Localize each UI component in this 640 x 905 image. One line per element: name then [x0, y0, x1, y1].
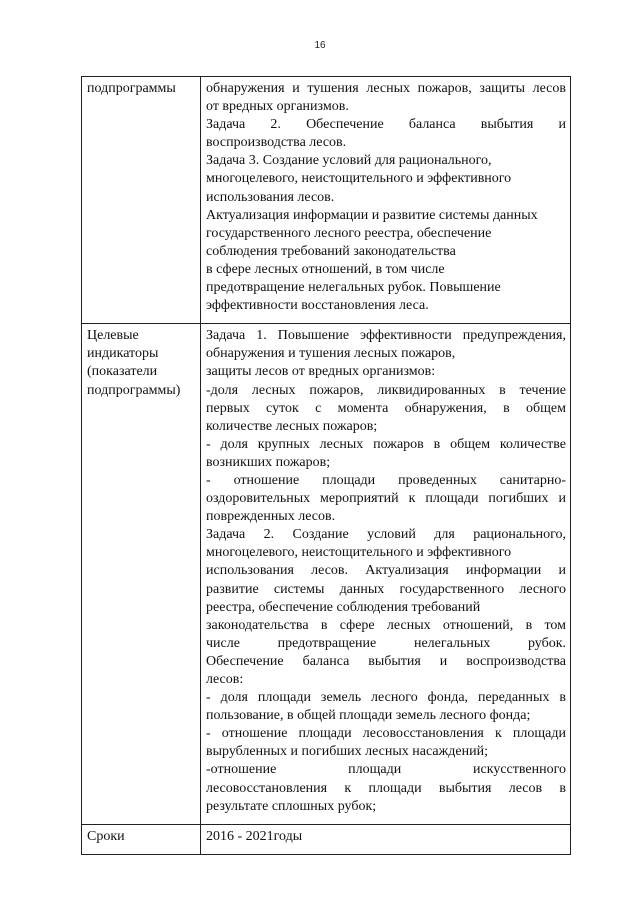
content-line: Актуализация информации и развитие системы данных [206, 207, 538, 223]
content-line: количестве лесных пожаров; [206, 418, 378, 434]
row-label-line: (показатели [87, 364, 158, 380]
content-line: использования лесов. [206, 189, 335, 205]
content-line: обнаружения и тушения лесных пожаров, [206, 346, 456, 362]
row-label-cell [82, 824, 201, 854]
content-line: - доля крупных лесных пожаров в общем количестве [206, 436, 566, 452]
content-line: обнаружения и тушения лесных пожаров, защиты лесов [206, 81, 566, 96]
table-row [82, 824, 571, 854]
page-number: 16 [314, 40, 326, 51]
content-line: возникших пожаров; [206, 454, 331, 470]
content-line: пользование, в общей площади земель лесного фонда; [206, 708, 531, 724]
content-line: числе предотвращение нелегальных рубок. [206, 635, 566, 651]
table-row [82, 324, 571, 825]
content-line: Обеспечение баланса выбытия и воспроизводства [206, 653, 566, 669]
program-table [81, 76, 571, 855]
content-line: воспроизводства лесов. [206, 135, 347, 151]
content-line: Задача 3. Создание условий для рационального, [206, 153, 492, 169]
content-line: лесов: [206, 672, 244, 687]
content-line: от вредных организмов. [206, 99, 349, 115]
row-label-line: подпрограммы [87, 81, 176, 96]
content-line: результате сплошных рубок; [206, 798, 377, 814]
row-content-cell [201, 77, 571, 324]
content-line: предотвращение нелегальных рубок. Повышение [206, 280, 501, 296]
content-line: оздоровительных мероприятий к площади погибших и [206, 491, 566, 507]
row-content-cell [201, 324, 571, 825]
table-row [82, 77, 571, 324]
content-line: многоцелевого, неистощительного и эффективного [206, 545, 512, 561]
content-line: первых суток с момента обнаружения, в общем [206, 400, 566, 416]
row-label-line: подпрограммы) [87, 382, 181, 398]
row-label-line: Сроки [87, 828, 125, 844]
content-line: поврежденных лесов. [206, 509, 336, 525]
content-line: эффективности восстановления леса. [206, 298, 429, 314]
content-line: государственного лесного реестра, обеспечение [206, 225, 492, 241]
content-line: многоцелевого, неистощительного и эффективного [206, 171, 512, 187]
content-line: вырубленных и погибших лесных насаждений; [206, 744, 488, 760]
content-line: соблюдения требований законодательства [206, 243, 456, 259]
content-line: использования лесов. Актуализация информации и [206, 563, 566, 579]
content-line: защиты лесов от вредных организмов: [206, 364, 436, 380]
content-line: Задача 2. Создание условий для рационального, [206, 527, 566, 543]
content-line: -доля лесных пожаров, ликвидированных в течение [206, 382, 566, 398]
content-line: лесовосстановления к площади выбытия лесов в [206, 780, 566, 796]
row-label-cell [82, 77, 201, 324]
row-label-line: индикаторы [87, 346, 159, 362]
content-line: реестра, обеспечение соблюдения требований [206, 599, 481, 615]
content-line: Задача 2. Обеспечение баланса выбытия и [206, 117, 566, 133]
row-label-line: Целевые [87, 328, 139, 344]
content-line: 2016 - 2021годы [206, 828, 303, 844]
content-line: законодательства в сфере лесных отношений, в том [206, 617, 566, 633]
content-line: - доля площади земель лесного фонда, переданных в [206, 690, 566, 706]
content-line: в сфере лесных отношений, в том числе [206, 261, 445, 277]
content-line: - отношение площади проведенных санитарно- [206, 472, 566, 488]
content-line: развитие системы данных государственного лесного [206, 581, 566, 597]
row-label-cell [82, 324, 201, 825]
content-line: Задача 1. Повышение эффективности предупреждения, [206, 328, 566, 344]
row-content-cell [201, 824, 571, 854]
content-line: -отношение площади искусственного [206, 762, 566, 778]
content-line: - отношение площади лесовосстановления к площади [206, 726, 566, 742]
